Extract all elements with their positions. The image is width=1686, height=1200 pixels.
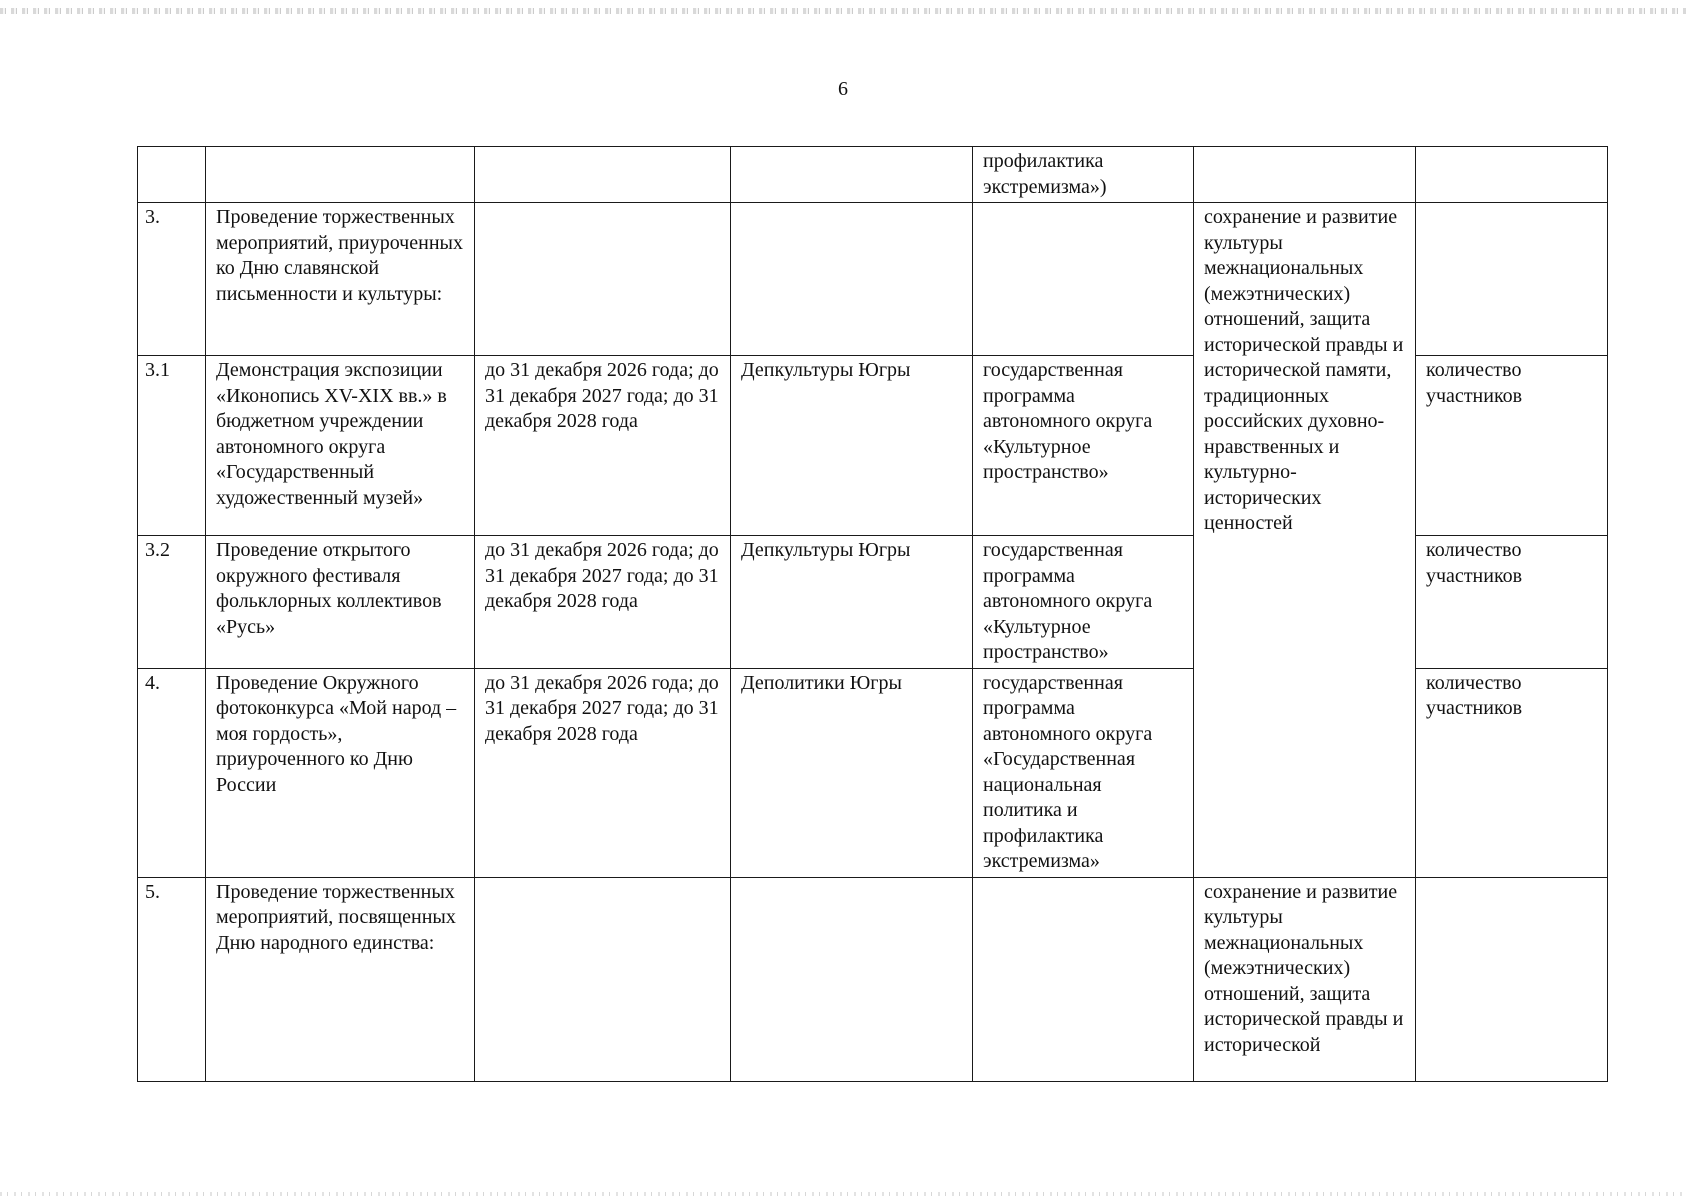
cell-event: Проведение открытого окружного фестиваля фольклорных коллективов «Русь» [206, 536, 475, 669]
cell-source [973, 203, 1194, 356]
cell-indicator [1416, 877, 1608, 1081]
cell-deadline [475, 203, 731, 356]
cell-deadline [475, 147, 731, 203]
events-table [137, 146, 1608, 1082]
table-row [138, 203, 1608, 356]
cell-indicator [1416, 147, 1608, 203]
cell-result-merged: сохранение и развитие культуры межнациональных (межэтнических) отношений, защита исторической правды и исторической памяти, традиционных российских духовно-нравственных и культурно-исторических ценностей [1194, 203, 1416, 878]
cell-deadline: до 31 декабря 2026 года; до 31 декабря 2027 года; до 31 декабря 2028 года [475, 536, 731, 669]
cell-executor [731, 147, 973, 203]
cell-deadline [475, 877, 731, 1081]
cell-num [138, 147, 206, 203]
cell-executor: Депкультуры Югры [731, 356, 973, 536]
cell-source: государственная программа автономного округа «Культурное пространство» [973, 536, 1194, 669]
cell-num: 4. [138, 668, 206, 877]
cell-num: 3.2 [138, 536, 206, 669]
cell-event: Проведение Окружного фотоконкурса «Мой народ – моя гордость», приуроченного ко Дню России [206, 668, 475, 877]
cell-indicator: количество участников [1416, 536, 1608, 669]
cell-event: Демонстрация экспозиции «Иконопись XV-XIX вв.» в бюджетном учреждении автономного округа «Государственный художественный музей» [206, 356, 475, 536]
cell-indicator: количество участников [1416, 668, 1608, 877]
cell-executor: Деполитики Югры [731, 668, 973, 877]
cell-num: 3.1 [138, 356, 206, 536]
cell-event: Проведение торжественных мероприятий, посвященных Дню народного единства: [206, 877, 475, 1081]
cell-source: профилактика экстремизма») [973, 147, 1194, 203]
cell-indicator: количество участников [1416, 356, 1608, 536]
cell-deadline: до 31 декабря 2026 года; до 31 декабря 2027 года; до 31 декабря 2028 года [475, 668, 731, 877]
cell-source: государственная программа автономного округа «Культурное пространство» [973, 356, 1194, 536]
cell-indicator [1416, 203, 1608, 356]
cell-num: 5. [138, 877, 206, 1081]
cell-result [1194, 147, 1416, 203]
cell-executor [731, 877, 973, 1081]
cell-executor: Депкультуры Югры [731, 536, 973, 669]
cell-event [206, 147, 475, 203]
cell-num: 3. [138, 203, 206, 356]
scan-edge-top [0, 8, 1686, 14]
cell-source: государственная программа автономного округа «Государственная национальная политика и профилактика экстремизма» [973, 668, 1194, 877]
table-row [138, 147, 1608, 203]
cell-executor [731, 203, 973, 356]
scan-edge-bottom [0, 1192, 1686, 1196]
cell-result: сохранение и развитие культуры межнациональных (межэтнических) отношений, защита исторической правды и исторической [1194, 877, 1416, 1081]
table-row [138, 877, 1608, 1081]
page-number: 6 [838, 78, 848, 100]
cell-source [973, 877, 1194, 1081]
cell-deadline: до 31 декабря 2026 года; до 31 декабря 2027 года; до 31 декабря 2028 года [475, 356, 731, 536]
cell-event: Проведение торжественных мероприятий, приуроченных ко Дню славянской письменности и культуры: [206, 203, 475, 356]
